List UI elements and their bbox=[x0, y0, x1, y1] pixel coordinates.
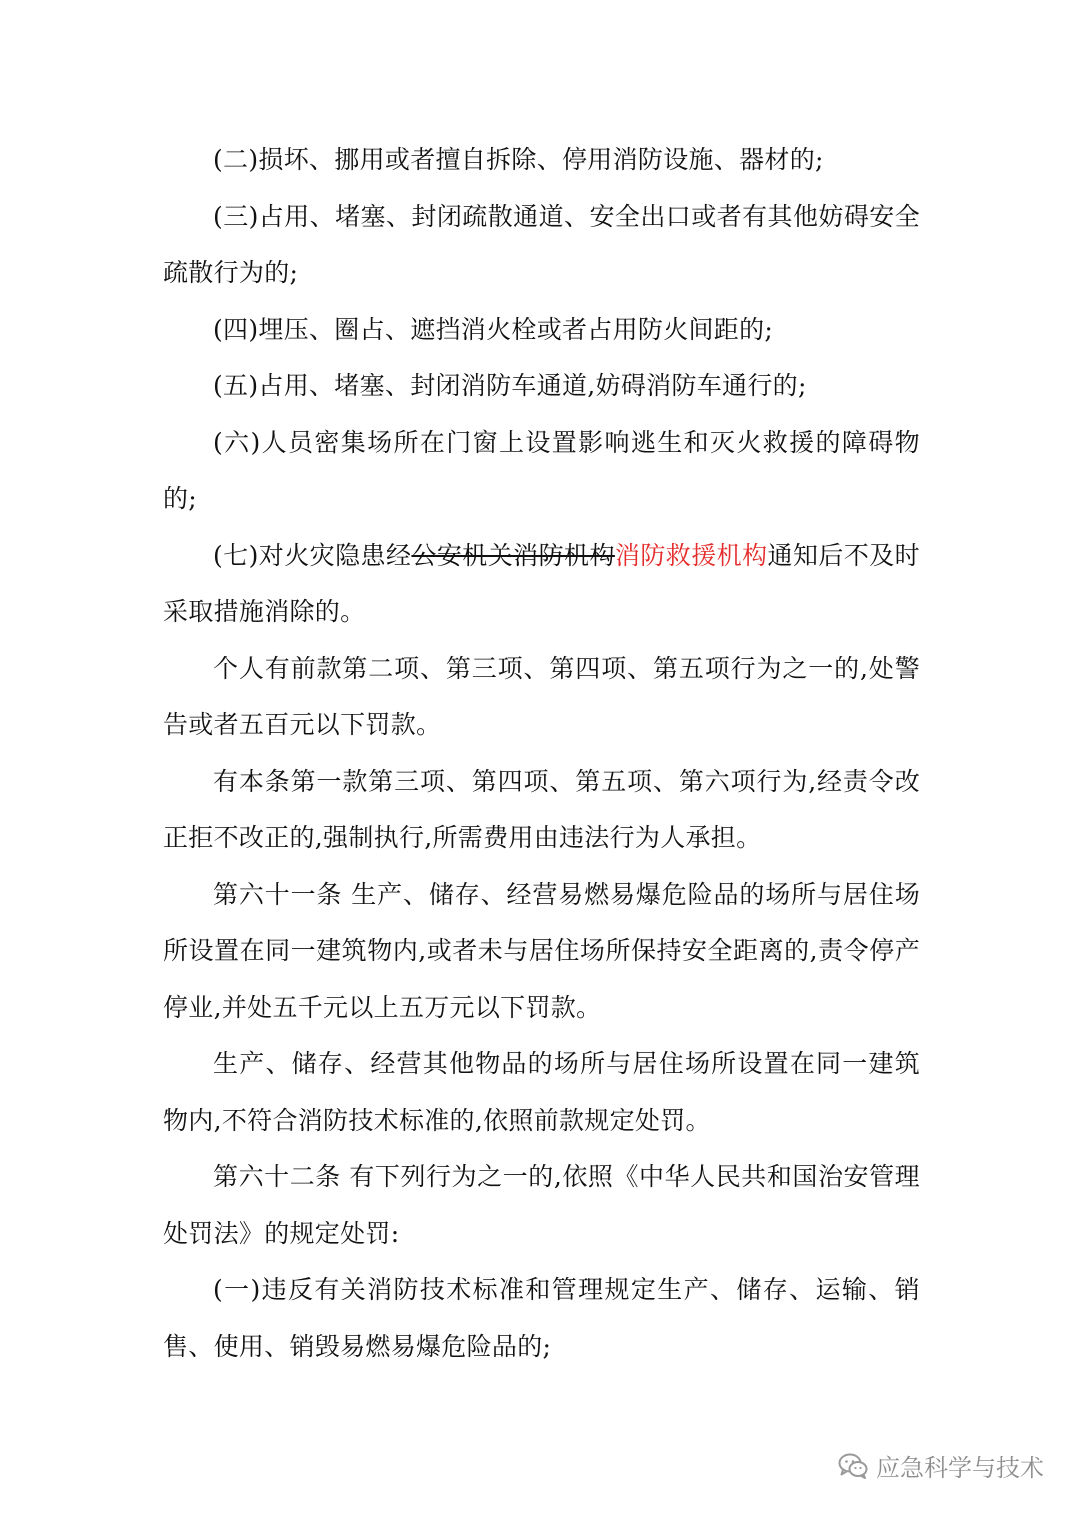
inserted-text: 消防救援机构 bbox=[614, 540, 768, 570]
paragraph-item-7-before: (七)对火灾隐患经 bbox=[213, 540, 412, 570]
watermark-label: 应急科学与技术 bbox=[876, 1454, 1044, 1482]
paragraph-item-4: (四)埋压、圈占、遮挡消火栓或者占用防火间距的; bbox=[213, 314, 774, 344]
paragraph-article-62: 第六十二条 有下列行为之一的,依照《中华人民共和国治安管理处罚法》的规定处罚: bbox=[163, 1162, 920, 1248]
watermark bbox=[838, 1448, 1044, 1483]
paragraph-item-6: (六)人员密集场所在门窗上设置影响逃生和灭火救援的障碍物的; bbox=[163, 427, 920, 513]
paragraph-individual-penalty: 个人有前款第二项、第三项、第四项、第五项行为之一的,处警告或者五百元以下罚款。 bbox=[163, 653, 920, 739]
paragraph-item-2: (二)损坏、挪用或者擅自拆除、停用消防设施、器材的; bbox=[213, 145, 824, 174]
paragraph-item-7-after: 通知后不及时采取措施消除的。 bbox=[163, 540, 920, 626]
paragraph-item-7 bbox=[163, 528, 920, 641]
wechat-icon bbox=[838, 1453, 868, 1479]
paragraph-article-61-other: 生产、储存、经营其他物品的场所与居住场所设置在同一建筑物内,不符合消防技术标准的,依照前款规定处罚。 bbox=[163, 1049, 920, 1135]
paragraph-item-5: (五)占用、堵塞、封闭消防车通道,妨碍消防车通行的; bbox=[213, 371, 807, 400]
document-body bbox=[163, 132, 920, 1375]
paragraph-article-61: 第六十一条 生产、储存、经营易燃易爆危险品的场所与居住场所设置在同一建筑物内,或者未与居住场所保持安全距离的,责令停产停业,并处五千元以上五万元以下罚款。 bbox=[163, 879, 920, 1022]
paragraph-enforcement: 有本条第一款第三项、第四项、第五项、第六项行为,经责令改正拒不改正的,强制执行,所需费用由违法行为人承担。 bbox=[163, 766, 920, 852]
paragraph-article-62-item-1: (一)违反有关消防技术标准和管理规定生产、储存、运输、销售、使用、销毁易燃易爆危险品的; bbox=[163, 1275, 920, 1361]
deleted-text: 公安机关消防机构 bbox=[411, 540, 615, 570]
paragraph-item-3: (三)占用、堵塞、封闭疏散通道、安全出口或者有其他妨碍安全疏散行为的; bbox=[163, 201, 920, 287]
